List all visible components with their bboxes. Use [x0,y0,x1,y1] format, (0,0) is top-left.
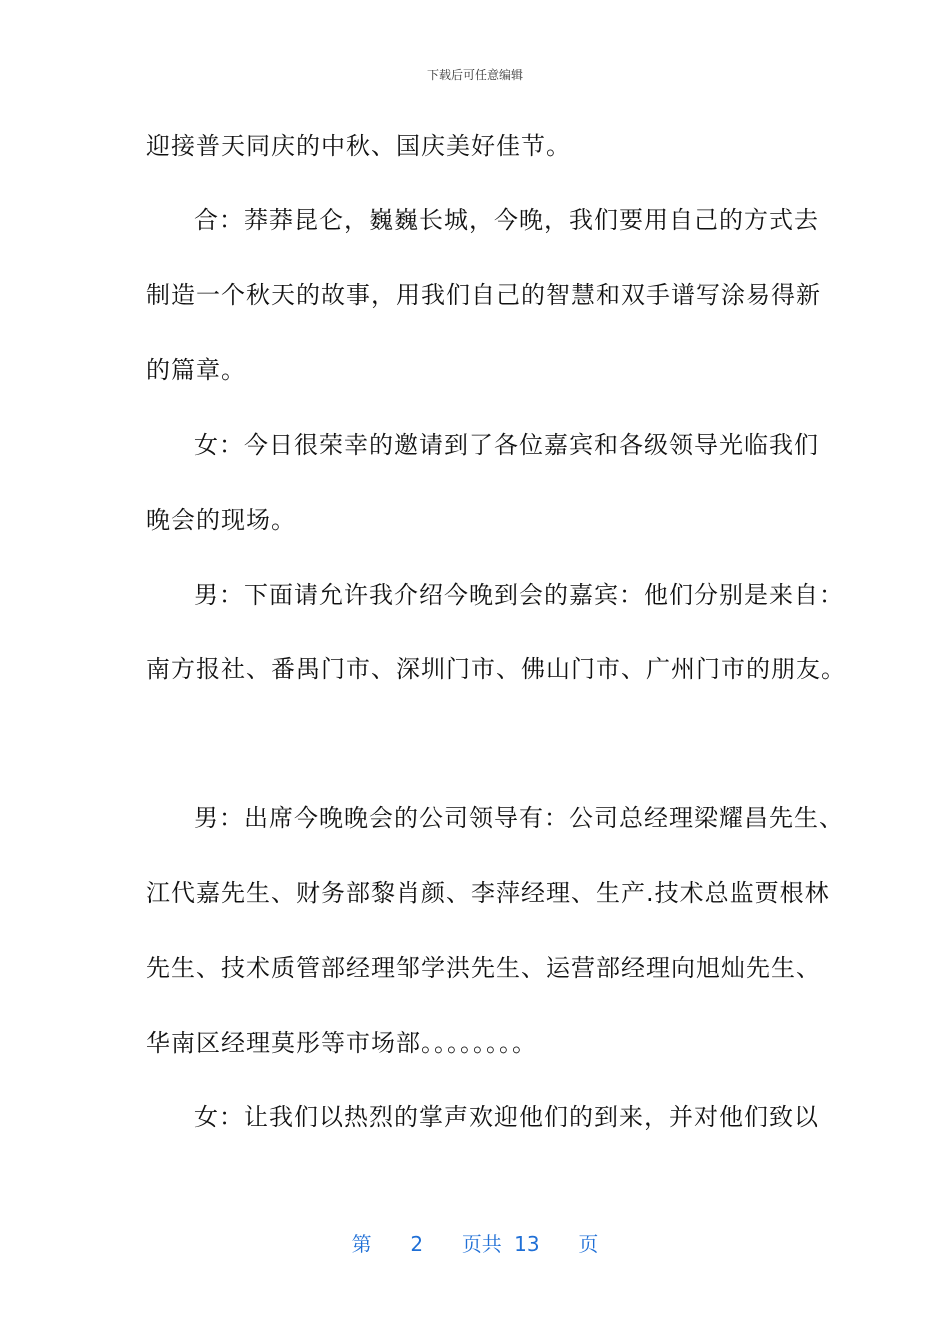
text-line-5: 女：今日很荣幸的邀请到了各位嘉宾和各级领导光临我们 [194,431,819,459]
footer-suffix: 页 [578,1232,599,1256]
footer-middle: 页共 [461,1232,502,1256]
text-line-1: 迎接普天同庆的中秋、国庆美好佳节。 [146,132,571,160]
text-line-10: 江代嘉先生、财务部黎肖颜、李萍经理、生产.技术总监贾根林 [146,879,830,907]
text-line-8: 南方报社、番禺门市、深圳门市、佛山门市、广州门市的朋友。 [146,655,846,683]
text-line-9: 男：出席今晚晚会的公司领导有：公司总经理梁耀昌先生、 [194,804,844,832]
header-note: 下载后可任意编辑 [426,68,523,82]
text-line-3: 制造一个秋天的故事，用我们自己的智慧和双手谱写涂易得新 [146,281,821,309]
footer-page-number: 2 [410,1232,424,1256]
text-line-13: 女：让我们以热烈的掌声欢迎他们的到来，并对他们致以 [194,1103,819,1131]
text-line-4: 的篇章。 [146,356,246,384]
text-line-2: 合：莽莽昆仑，巍巍长城，今晚，我们要用自己的方式去 [194,206,819,234]
footer-total-pages: 13 [514,1232,540,1256]
text-line-12: 华南区经理莫彤等市场部。。。。。。。。 [146,1029,537,1057]
text-line-11: 先生、技术质管部经理邹学洪先生、运营部经理向旭灿先生、 [146,954,821,982]
text-line-6: 晚会的现场。 [146,506,296,534]
page-footer [0,1228,950,1257]
footer-prefix: 第 [351,1232,372,1256]
text-line-7: 男：下面请允许我介绍今晚到会的嘉宾：他们分别是来自： [194,581,844,609]
